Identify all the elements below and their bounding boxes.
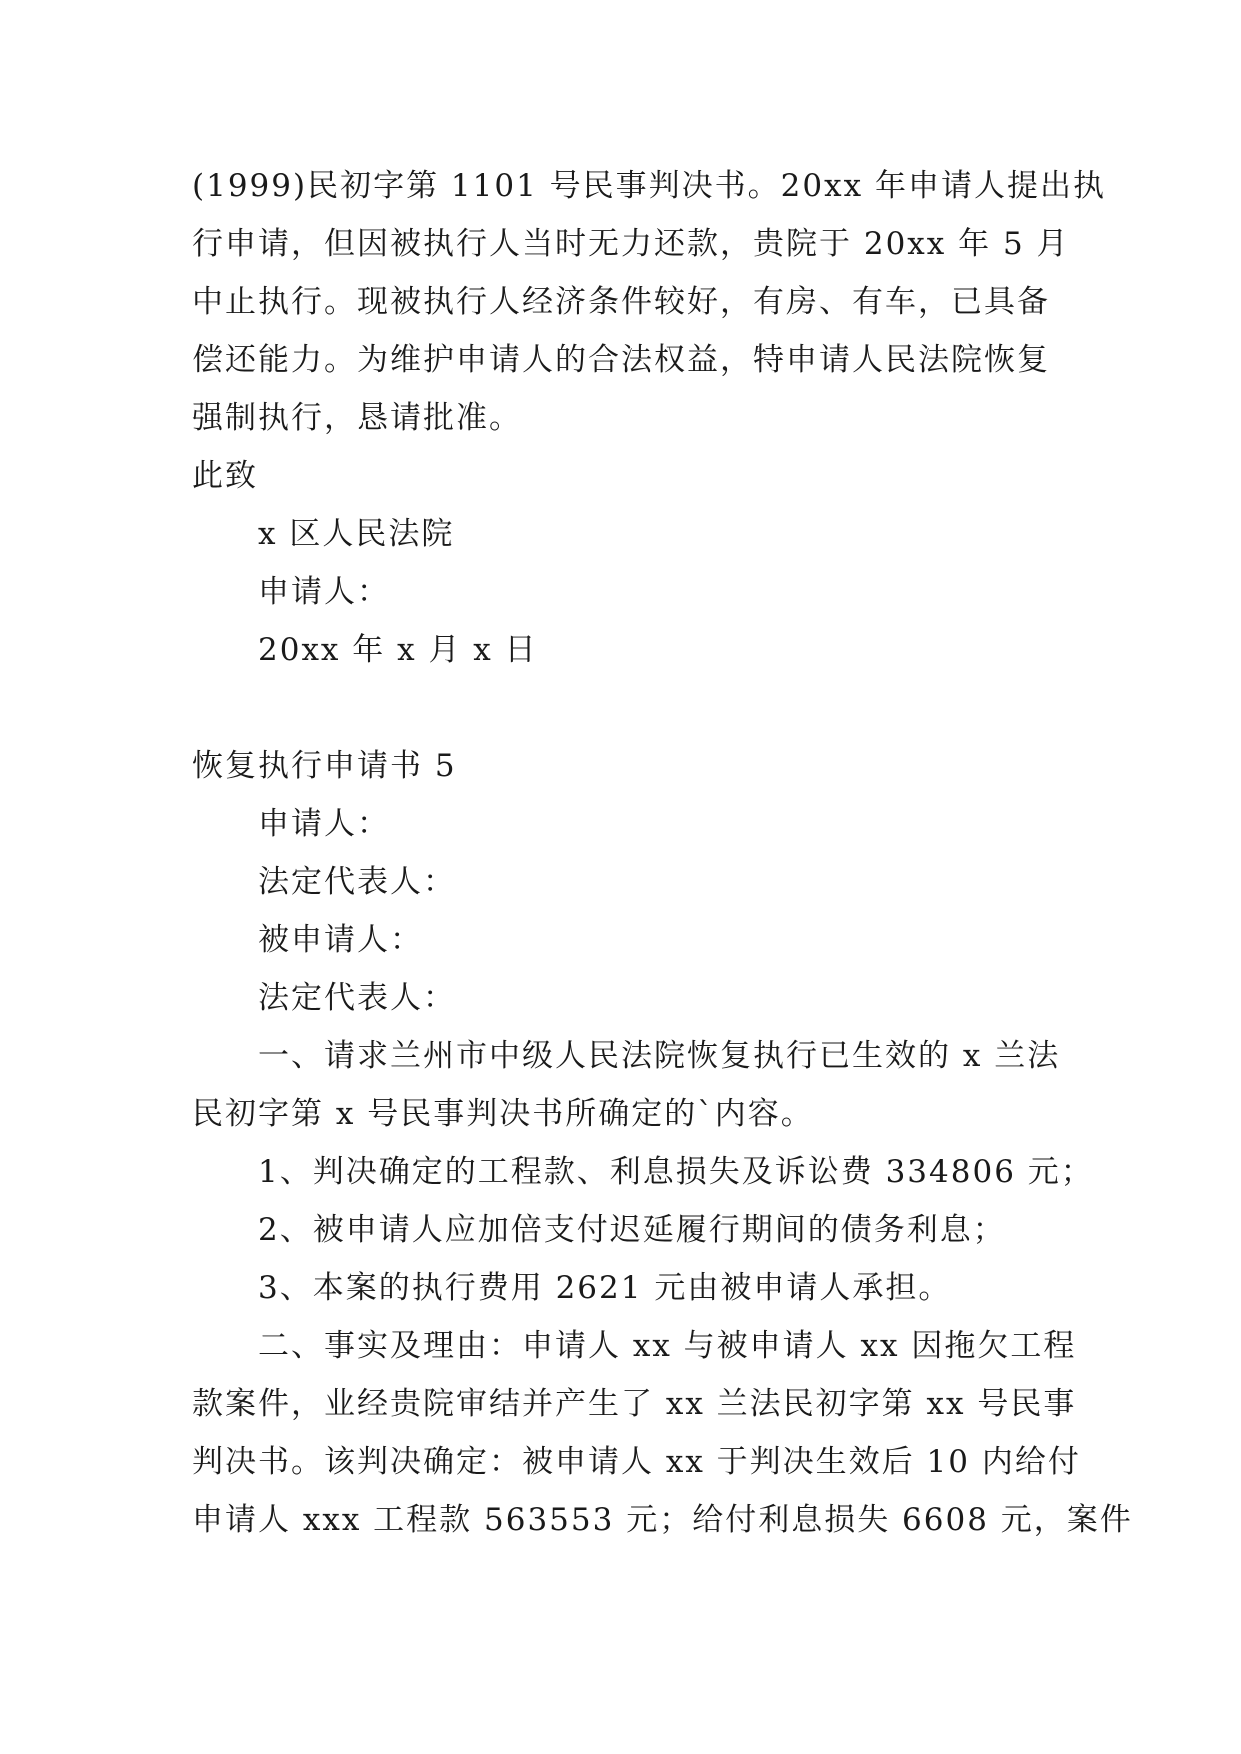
court-name: x 区人民法院 <box>258 516 455 552</box>
section-title: 恢复执行申请书 5 <box>192 748 457 784</box>
date-line: 20xx 年 x 月 x 日 <box>258 632 538 668</box>
paragraph-line-4: 偿还能力。为维护申请人的合法权益，特申请人民法院恢复 <box>192 342 1050 378</box>
request-item-2: 2、被申请人应加倍支付迟延履行期间的债务利息； <box>258 1212 1006 1248</box>
facts-paragraph-line-4: 申请人 xxx 工程款 563553 元；给付利息损失 6608 元，案件 <box>192 1502 1133 1538</box>
paragraph-line-3: 中止执行。现被执行人经济条件较好，有房、有车，已具备 <box>192 284 1050 320</box>
party-applicant-representative: 法定代表人： <box>258 864 456 900</box>
party-respondent-representative: 法定代表人： <box>258 980 456 1016</box>
salutation-line: 此致 <box>192 458 258 494</box>
facts-paragraph-line-1: 二、事实及理由：申请人 xx 与被申请人 xx 因拖欠工程 <box>258 1328 1077 1364</box>
paragraph-line-2: 行申请，但因被执行人当时无力还款，贵院于 20xx 年 5 月 <box>192 226 1070 262</box>
request-paragraph-line-1: 一、请求兰州市中级人民法院恢复执行已生效的 x 兰法 <box>258 1038 1061 1074</box>
request-item-1: 1、判决确定的工程款、利息损失及诉讼费 334806 元； <box>258 1154 1094 1190</box>
facts-paragraph-line-2: 款案件，业经贵院审结并产生了 xx 兰法民初字第 xx 号民事 <box>192 1386 1077 1422</box>
applicant-signature: 申请人： <box>258 574 390 610</box>
request-paragraph-line-2: 民初字第 x 号民事判决书所确定的`内容。 <box>192 1096 814 1132</box>
paragraph-line-5: 强制执行，恳请批准。 <box>192 400 522 436</box>
paragraph-line-1: (1999)民初字第 1101 号民事判决书。20xx 年申请人提出执 <box>192 168 1106 204</box>
facts-paragraph-line-3: 判决书。该判决确定：被申请人 xx 于判决生效后 10 内给付 <box>192 1444 1081 1480</box>
party-applicant: 申请人： <box>258 806 390 842</box>
party-respondent: 被申请人： <box>258 922 423 958</box>
request-item-3: 3、本案的执行费用 2621 元由被申请人承担。 <box>258 1270 952 1306</box>
